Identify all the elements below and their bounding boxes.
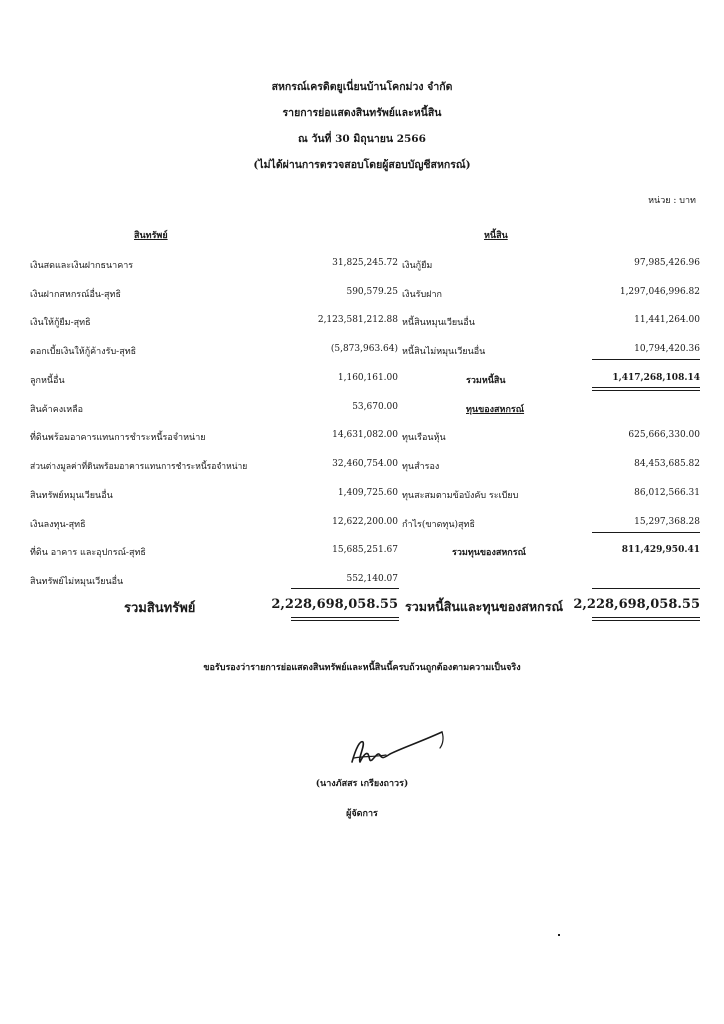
asset-value: 1,160,161.00 [337, 373, 398, 383]
grand-total-rule [592, 588, 700, 589]
signatory-position: ผู้จัดการ [346, 809, 378, 819]
asset-label: เงินลงทุน-สุทธิ [30, 520, 86, 530]
asset-value: (5,873,963.64) [330, 344, 398, 354]
asset-value: 12,622,200.00 [332, 517, 398, 527]
asset-label: เงินสดและเงินฝากธนาคาร [30, 261, 134, 271]
signatory-name: (นางภัสสร เกรียงถาวร) [315, 779, 409, 789]
certification-text: ขอรับรองว่ารายการย่อแสดงสินทรัพย์และหนี้สินนี้ครบถ้วนถูกต้องตามความเป็นจริง [203, 663, 521, 673]
equity-label: กำไร(ขาดทุน)สุทธิ [402, 520, 475, 530]
equity-value: 625,666,330.00 [628, 430, 700, 440]
total-equity-label: รวมทุนของสหกรณ์ [452, 548, 526, 558]
audit-note: (ไม่ได้ผ่านการตรวจสอบโดยผู้สอบบัญชีสหกรณ์) [253, 159, 471, 171]
asset-value: 53,670.00 [352, 402, 398, 412]
total-double-rule [592, 387, 700, 391]
asset-value: 32,460,754.00 [332, 459, 398, 469]
equity-label: ทุนสะสมตามข้อบังคับ ระเบียบ [402, 491, 519, 501]
assets-heading: สินทรัพย์ [134, 231, 168, 241]
liability-label: หนี้สินไม่หมุนเวียนอื่น [402, 347, 486, 357]
liabilities-heading: หนี้สิน [484, 231, 508, 241]
asset-label: สินทรัพย์ไม่หมุนเวียนอื่น [30, 577, 124, 587]
total-liabilities-value: 1,417,268,108.14 [612, 373, 700, 383]
liability-value: 11,441,264.00 [634, 315, 700, 325]
grand-total-value: 2,228,698,058.55 [573, 597, 700, 612]
stray-mark [558, 934, 560, 936]
asset-label: เงินให้กู้ยืม-สุทธิ [30, 318, 91, 328]
equity-value: 15,297,368.28 [634, 517, 700, 527]
subtotal-rule [592, 532, 700, 533]
grand-total-double-rule [592, 617, 700, 621]
document-date: ณ วันที่ 30 มิถุนายน 2566 [298, 133, 426, 145]
liability-value: 97,985,426.96 [634, 258, 700, 268]
asset-value: 1,409,725.60 [337, 488, 398, 498]
document-title: รายการย่อแสดงสินทรัพย์และหนี้สิน [282, 107, 442, 119]
asset-value: 31,825,245.72 [332, 258, 398, 268]
equity-value: 86,012,566.31 [634, 488, 700, 498]
equity-label: ทุนสำรอง [402, 462, 440, 472]
liability-value: 10,794,420.36 [634, 344, 700, 354]
liability-label: หนี้สินหมุนเวียนอื่น [402, 318, 475, 328]
assets-total-rule [291, 588, 399, 589]
asset-value: 2,123,581,212.88 [317, 315, 398, 325]
liability-value: 1,297,046,996.82 [619, 287, 700, 297]
total-assets-value: 2,228,698,058.55 [271, 597, 398, 612]
handwritten-signature [330, 728, 460, 770]
liability-label: เงินกู้ยืม [402, 261, 433, 271]
asset-label: ดอกเบี้ยเงินให้กู้ค้างรับ-สุทธิ [30, 347, 137, 357]
subtotal-rule [592, 359, 700, 360]
total-equity-value: 811,429,950.41 [621, 545, 700, 555]
grand-total-label: รวมหนี้สินและทุนของสหกรณ์ [405, 599, 564, 614]
asset-label: สินค้าคงเหลือ [30, 405, 84, 415]
asset-label: ส่วนต่างมูลค่าที่ดินพร้อมอาคารแทนการชำระหนี้รอจำหน่าย [30, 462, 248, 472]
asset-label: ที่ดิน อาคาร และอุปกรณ์-สุทธิ [30, 548, 146, 558]
asset-label: สินทรัพย์หมุนเวียนอื่น [30, 491, 113, 501]
liability-label: เงินรับฝาก [402, 290, 442, 300]
equity-heading: ทุนของสหกรณ์ [466, 405, 525, 415]
assets-total-double-rule [291, 617, 399, 621]
asset-value: 552,140.07 [346, 574, 398, 584]
total-assets-label: รวมสินทรัพย์ [124, 601, 196, 616]
organization-name: สหกรณ์เครดิตยูเนี่ยนบ้านโคกม่วง จำกัด [271, 81, 453, 93]
asset-label: ลูกหนี้อื่น [30, 376, 65, 386]
asset-label: เงินฝากสหกรณ์อื่น-สุทธิ [30, 290, 121, 300]
asset-label: ที่ดินพร้อมอาคารแทนการชำระหนี้รอจำหน่าย [30, 433, 206, 443]
equity-value: 84,453,685.82 [634, 459, 700, 469]
asset-value: 15,685,251.67 [332, 545, 398, 555]
asset-value: 590,579.25 [346, 287, 398, 297]
unit-label: หน่วย : บาท [648, 196, 696, 206]
asset-value: 14,631,082.00 [332, 430, 398, 440]
equity-label: ทุนเรือนหุ้น [402, 433, 446, 443]
total-liabilities-label: รวมหนี้สิน [466, 376, 506, 386]
